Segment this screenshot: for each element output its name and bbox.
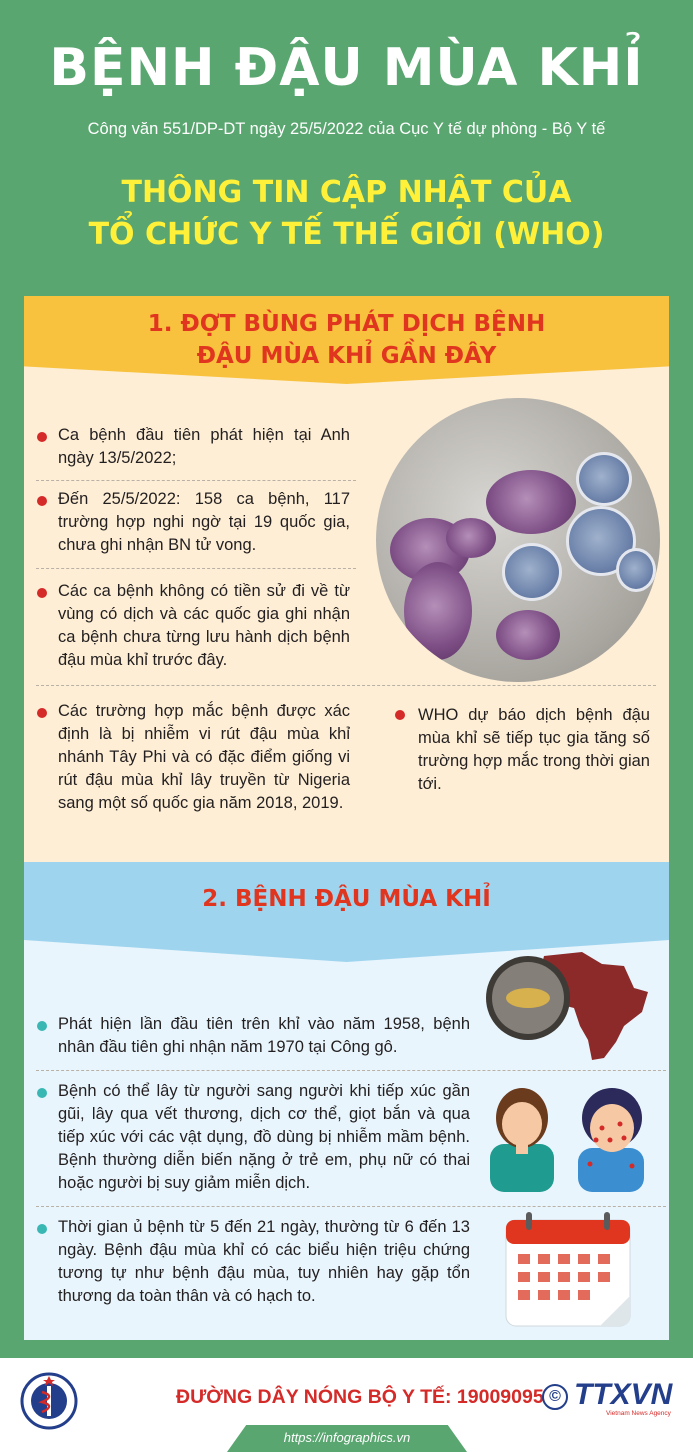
- who-forecast-text: WHO dự báo dịch bệnh đậu mùa khỉ sẽ tiếp tục gia tăng số trường hợp mắc trong thời gian tới.: [418, 706, 650, 793]
- section-2-bullet-2: Bệnh có thể lây từ người sang người khi tiếp xúc gần gũi, lây qua vết thương, dịch cơ thể, giọt bắn và qua tiếp xúc với các vật dụng, đồ dùng bị nhiễm mầm bệnh. Bệnh thường diễn biến nặng ở trẻ em, phụ nữ có thai hoặc người bị suy giảm miễn dịch.: [58, 1082, 470, 1192]
- section-1-title-line-2: ĐẬU MÙA KHỈ GẦN ĐÂY: [196, 343, 497, 369]
- ministry-of-health-logo: [20, 1372, 78, 1430]
- page-title: BỆNH ĐẬU MÙA KHỈ: [49, 38, 644, 98]
- virus-africa-illustration: [484, 942, 654, 1064]
- section-1-bullet-4: Các trường hợp mắc bệnh được xác định là bị nhiễm vi rút đậu mùa khỉ nhánh Tây Phi và có đặc điểm giống vi rút đậu mùa khỉ lây truyền từ Nigeria sang một số quốc gia năm 2018, 2019.: [58, 702, 350, 812]
- bullet-dot: [37, 432, 47, 442]
- bullet-dot: [37, 1224, 47, 1234]
- who-heading-line-1: THÔNG TIN CẬP NHẬT CỦA: [121, 175, 572, 210]
- divider: [36, 685, 656, 686]
- who-heading: [0, 172, 693, 256]
- calendar-icon: [504, 1212, 632, 1328]
- bullet-dot: [37, 496, 47, 506]
- bullet-dot: [37, 1021, 47, 1031]
- section-1-bullet-1: Ca bệnh đầu tiên phát hiện tại Anh ngày 13/5/2022;: [58, 426, 350, 467]
- section-1-bullet-3: Các ca bệnh không có tiền sử đi về từ vùng có dịch và các quốc gia ghi nhận ca bệnh chưa từng lưu hành dịch bệnh đậu mùa khỉ trước đây.: [58, 582, 350, 669]
- virus-particle: [502, 543, 562, 601]
- section-2-bullet-1: Phát hiện lần đầu tiên trên khỉ vào năm 1958, bệnh nhân đầu tiên ghi nhận năm 1970 tại Công gô.: [58, 1015, 470, 1056]
- divider: [36, 568, 356, 569]
- section-1-title: [24, 308, 669, 372]
- virus-particle: [616, 548, 656, 592]
- virus-particle: [576, 452, 632, 506]
- virus-particle: [404, 562, 472, 660]
- section-1-bullet-2: Đến 25/5/2022: 158 ca bệnh, 117 trường hợp nghi ngờ tại 19 quốc gia, chưa ghi nhận BN tử vong.: [58, 490, 350, 554]
- divider: [36, 1206, 666, 1207]
- agency-subtitle: Vietnam News Agency: [606, 1410, 671, 1417]
- ttxvn-logo: TTXVN: [574, 1378, 673, 1411]
- section-2-bullet-3: Thời gian ủ bệnh từ 5 đến 21 ngày, thường từ 6 đến 13 ngày. Bệnh đậu mùa khỉ có các biểu hiện triệu chứng tương tự như bệnh đậu mùa, tuy nhiên hay gặp tổn thương da toàn thân và có hạch to.: [58, 1218, 470, 1305]
- section-1-title-line-1: 1. ĐỢT BÙNG PHÁT DỊCH BỆNH: [147, 311, 546, 337]
- virus-particle: [446, 518, 496, 558]
- copyright-icon: ©: [542, 1384, 568, 1410]
- divider: [36, 1070, 666, 1071]
- bullet-dot: [37, 588, 47, 598]
- virus-microscope-image: [376, 398, 660, 682]
- bullet-dot: [37, 1088, 47, 1098]
- bullet-dot: [395, 710, 405, 720]
- section-2-title: 2. BỆNH ĐẬU MÙA KHỈ: [202, 886, 491, 912]
- page-subtitle: Công văn 551/DP-DT ngày 25/5/2022 của Cục Y tế dự phòng - Bộ Y tế: [87, 120, 606, 138]
- who-heading-line-2: TỔ CHỨC Y TẾ THẾ GIỚI (WHO): [88, 217, 605, 252]
- sick-people-illustration: [486, 1078, 662, 1196]
- sick-woman-icon: [490, 1088, 554, 1192]
- bullet-dot: [37, 708, 47, 718]
- virus-particle: [496, 610, 560, 660]
- website-link[interactable]: https://infographics.vn: [283, 1430, 411, 1445]
- divider: [36, 480, 356, 481]
- hotline-text: ĐƯỜNG DÂY NÓNG BỘ Y TẾ: 19009095: [176, 1386, 544, 1408]
- sick-boy-icon: [578, 1088, 644, 1192]
- virus-particle: [486, 470, 576, 534]
